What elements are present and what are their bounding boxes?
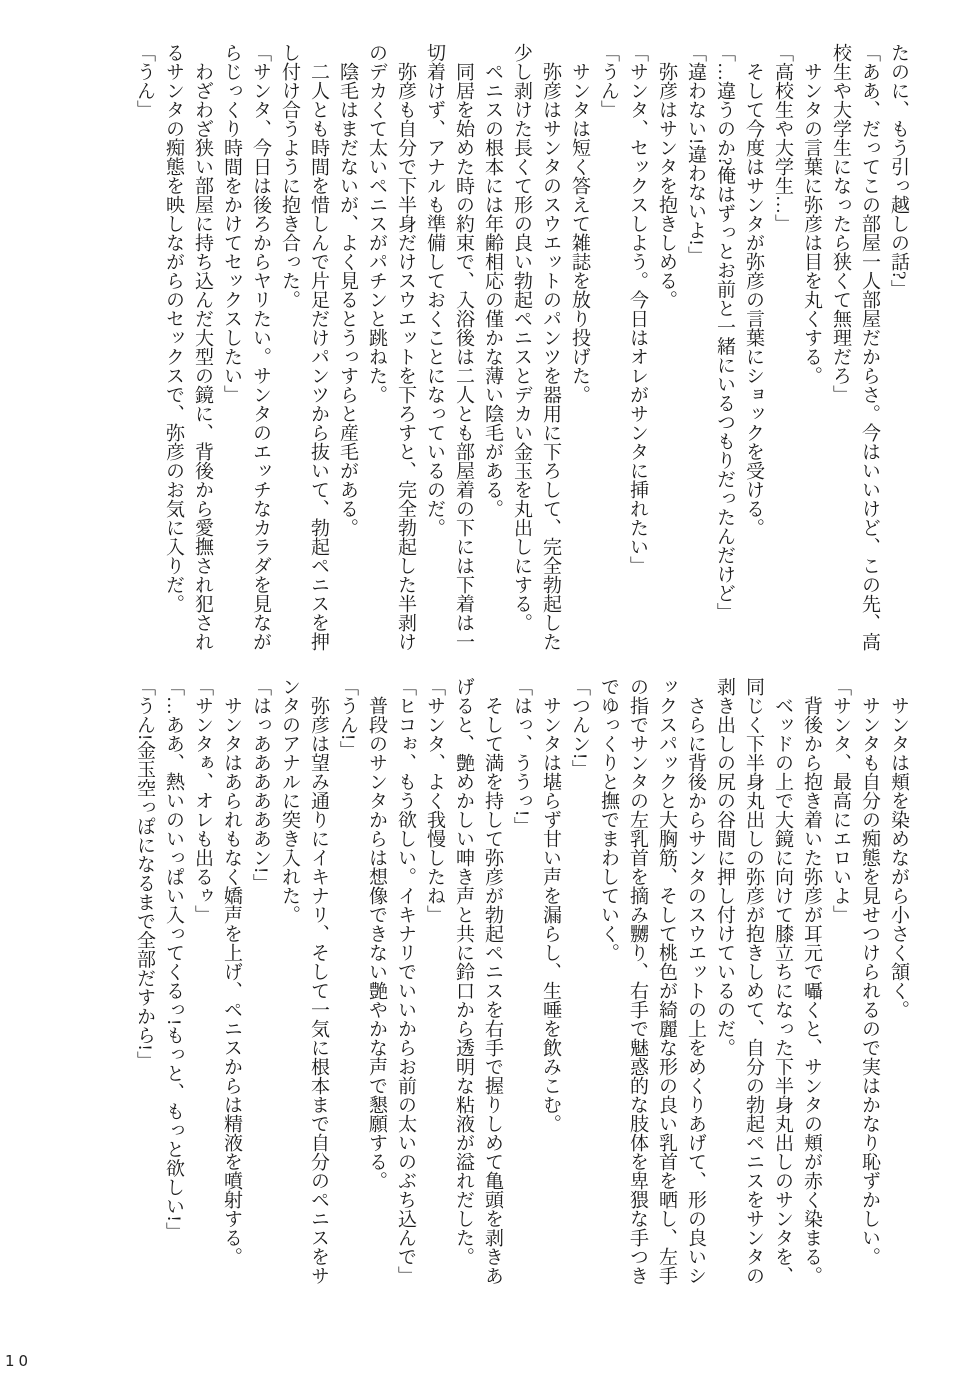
text-line: 「うん!」 xyxy=(337,677,358,760)
text-line: 「違わない!違わないよ!」 xyxy=(685,43,706,265)
text-line: 「うん」 xyxy=(134,43,155,119)
page-number: 10 xyxy=(5,1352,33,1370)
text-line: サンタはあられもなく嬌声を上げ、ペニスからは精液を噴射する。 xyxy=(221,696,242,1266)
text-line: わざわざ狭い部屋に持ち込んだ大型の鏡に、背後から愛撫され犯されるサンタの痴態を映しながらのセックスで、弥彦のお気に入りだ。 xyxy=(163,43,213,651)
text-line: 「高校生や大学生…」 xyxy=(772,43,793,233)
text-line: サンタの言葉に弥彦は目を丸くする。 xyxy=(801,62,822,385)
text-line: 弥彦は望み通りにイキナリ、そして一気に根本まで自分のペニスをサンタのアナルに突き入れた。 xyxy=(279,677,329,1285)
text-line: 「サンタ、よく我慢したね」 xyxy=(424,677,445,924)
text-line: 「つんン!」 xyxy=(569,677,590,779)
text-line: サンタは堪らず甘い声を漏らし、生唾を飲みこむ。 xyxy=(540,696,561,1133)
text-line: そして今度はサンタが弥彦の言葉にショックを受ける。 xyxy=(743,62,764,537)
text-line: 「サンタ、最高にエロいよ」 xyxy=(830,677,851,924)
text-line: ペニスの根本には年齢相応の僅かな薄い陰毛がある。 xyxy=(482,62,503,518)
text-line: 「ヒコぉ、もう欲しい。イキナリでいいからお前の太いのぶち込んで」 xyxy=(395,677,416,1285)
text-line: サンタは頬を染めながら小さく頷く。 xyxy=(888,696,909,1019)
text-line: 弥彦はサンタを抱きしめる。 xyxy=(656,62,677,309)
text-block-top xyxy=(130,43,913,653)
text-line: 弥彦も自分で下半身だけスウエットを下ろすと、完全勃起した半剥けのデカくて太いペニスがパチンと跳ねた。 xyxy=(366,43,416,651)
text-line: 陰毛はまだないが、よく見るとうっすらと産毛がある。 xyxy=(337,62,358,537)
text-line: サンタも自分の痴態を見せつけられるので実はかなり恥ずかしい。 xyxy=(859,696,880,1266)
text-line: さらに背後からサンタのスウエットの上をめくりあげて、形の良いシックスパックと大胸筋、そして桃色が綺麗な形の良い乳首を晒し、左手の指でサンタの左乳首を摘み嬲り、右手で魅惑的な肢体を卑猥な手つきでゆっくりと撫でまわしていく。 xyxy=(598,677,706,1285)
text-line: 弥彦はサンタのスウエットのパンツを器用に下ろして、完全勃起した少し剥けた長くて形の良い勃起ペニスとデカい金玉を丸出しにする。 xyxy=(511,43,561,651)
text-line: 「サンタ、今日は後ろからヤリたい。サンタのエッチなカラダを見ながらじっくり時間をかけてセックスしたい」 xyxy=(221,43,271,651)
text-line: たのに、もう引っ越しの話?」 xyxy=(888,43,909,299)
text-line: 「うん」 xyxy=(598,43,619,119)
text-line: 「はっああああああン!」 xyxy=(250,677,271,893)
text-line: 二人とも時間を惜しんで片足だけパンツから抜いて、勃起ペニスを押し付け合うように抱き合った。 xyxy=(279,43,329,651)
text-line: 同居を始めた時の約束で、入浴後は二人とも部屋着の下には下着は一切着けず、アナルも準備しておくことになっているのだ。 xyxy=(424,43,474,651)
text-line: ベッドの上で大鏡に向けて膝立ちになった下半身丸出しのサンタを、同じく下半身丸出しの弥彦が抱きしめて、自分の勃起ペニスをサンタの剥き出しの尻の谷間に押し付けているのだ。 xyxy=(714,677,793,1285)
text-line: 「…違うのか?俺はずっとお前と一緒にいるつもりだったんだけど」 xyxy=(714,43,735,622)
text-line: サンタは短く答えて雑誌を放り投げた。 xyxy=(569,62,590,404)
text-line: 「サンタ、セックスしよう。今日はオレがサンタに挿れたい」 xyxy=(627,43,648,575)
text-line: 「うん!金玉空っぽになるまで全部だすから!」 xyxy=(134,677,155,1070)
text-block-bottom xyxy=(130,677,913,1287)
text-line: 普段のサンタからは想像できない艶やかな声で懇願する。 xyxy=(366,696,387,1190)
text-line: 「ああ、だってこの部屋一人部屋だからさ。今はいいけど、この先、高校生や大学生になったら狭くて無理だろ」 xyxy=(830,43,880,651)
text-line: そして満を持して弥彦が勃起ペニスを右手で握りしめて亀頭を剥きあげると、艶めかしい呻き声と共に鈴口から透明な粘液が溢れだした。 xyxy=(453,677,503,1285)
text-line: 「はっ、ううっ!」 xyxy=(511,677,532,836)
text-line: 「…ああ、熱いのいっぱい入ってくるっ!もっと、もっと欲しい!」 xyxy=(163,677,184,1241)
text-line: 背後から抱き着いた弥彦が耳元で囁くと、サンタの頬が赤く染まる。 xyxy=(801,696,822,1285)
text-line: 「サンタぁ、オレも出るゥ」 xyxy=(192,677,213,924)
